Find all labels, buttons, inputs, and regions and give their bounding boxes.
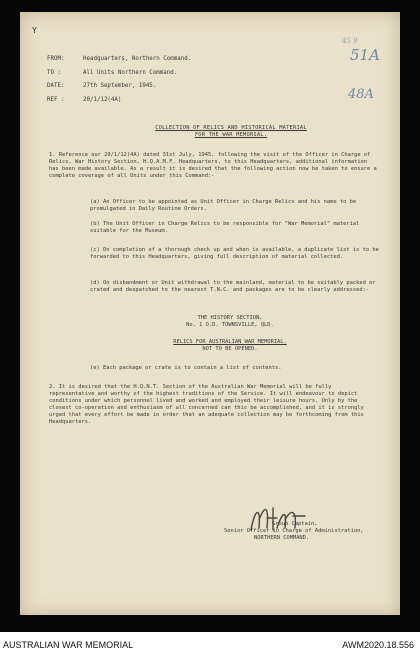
paragraph-1: 1. Reference our 20/1/12(4A) dated 31st July, 1945, following the visit of the Officer in Charge of Relics, War History Section, H.Q.A.M.F. Headquarters, to this Headquarters, additional information has been made available. As a result it is desired that the following action now be taken to ensure a complete coverage of all Units under this Command:- <box>49 152 377 179</box>
item-b: (b) The Unit Officer in Charge Relics to be responsible for "War Memorial" material suitable for the Museum. <box>90 221 360 234</box>
address-line-1: THE HISTORY SECTION, <box>197 315 263 321</box>
item-e: (e) Each package or crate is to contain a list of contents. <box>90 365 282 371</box>
address-line-4: NOT TO BE OPENED. <box>202 346 258 352</box>
title-line-2: FOR THE WAR MEMORIAL. <box>194 131 268 138</box>
signature-block <box>224 521 384 542</box>
ref-value: 20/1/12(4A) <box>83 96 122 103</box>
item-a: (a) An Officer to be appointed as Unit Officer in Charge Relics and his name to be promulgated in Daily Routine Orders. <box>90 199 357 212</box>
corner-mark: Y <box>32 26 37 35</box>
address-line-2: No. 1 O.D. TOWNSVILLE, QLD. <box>186 322 274 328</box>
footer-bar <box>0 639 420 653</box>
handwritten-note-top: 45 9 <box>342 37 358 45</box>
footer-accession-number: AWM2020.18.556 <box>342 640 414 650</box>
document-page <box>20 12 400 615</box>
to-value: All Units Northern Command. <box>83 69 178 76</box>
item-d: (d) On disbandment or Unit withdrawal to the mainland, material to be suitably packed or crated and despatched to the nearest T.N.C. and packages are to be clearly addressed:- <box>90 280 376 293</box>
signature-title: Senior Officer in Charge of Administration, <box>224 527 364 534</box>
handwritten-ref-a: 51A <box>350 46 380 64</box>
to-label: TO : <box>47 69 61 76</box>
footer-institution: AUSTRALIAN WAR MEMORIAL <box>3 640 134 650</box>
date-value: 27th September, 1945. <box>83 83 157 89</box>
paragraph-2: 2. It is desired that the H.Q.N.T. Section of the Australian War Memorial will be fully representative and worthy of the highest traditions of the Service. It will endeavour to depict conditions under which personnel lived and worked and employed their leisure hours. Only by the closest co-operation and enthusiasm of all concerned can this be accomplished, and it is strongly urged that every effort be made in order that an adequate collection may be forthcoming from this Headquarters. <box>49 384 364 425</box>
item-c: (c) On completion of a thorough check up and when is available, a duplicate list is to be forwarded to this Headquarters, giving full description of material collected. <box>90 247 379 260</box>
signature-command: NORTHERN COMMAND. <box>254 534 310 541</box>
date-label: DATE: <box>47 83 65 89</box>
from-label: FROM: <box>47 56 65 62</box>
from-value: Headquarters, Northern Command. <box>83 56 192 62</box>
document-title <box>116 125 346 139</box>
title-line-1: COLLECTION OF RELICS AND HISTORICAL MATERIAL <box>155 125 307 131</box>
signature-rank: Group Captain, <box>272 521 318 527</box>
memo-header <box>47 56 191 110</box>
address-line-3: RELICS FOR AUSTRALIAN WAR MEMORIAL. <box>173 339 287 345</box>
ref-label: REF : <box>47 96 65 103</box>
handwritten-ref-b: 48A <box>348 87 374 102</box>
